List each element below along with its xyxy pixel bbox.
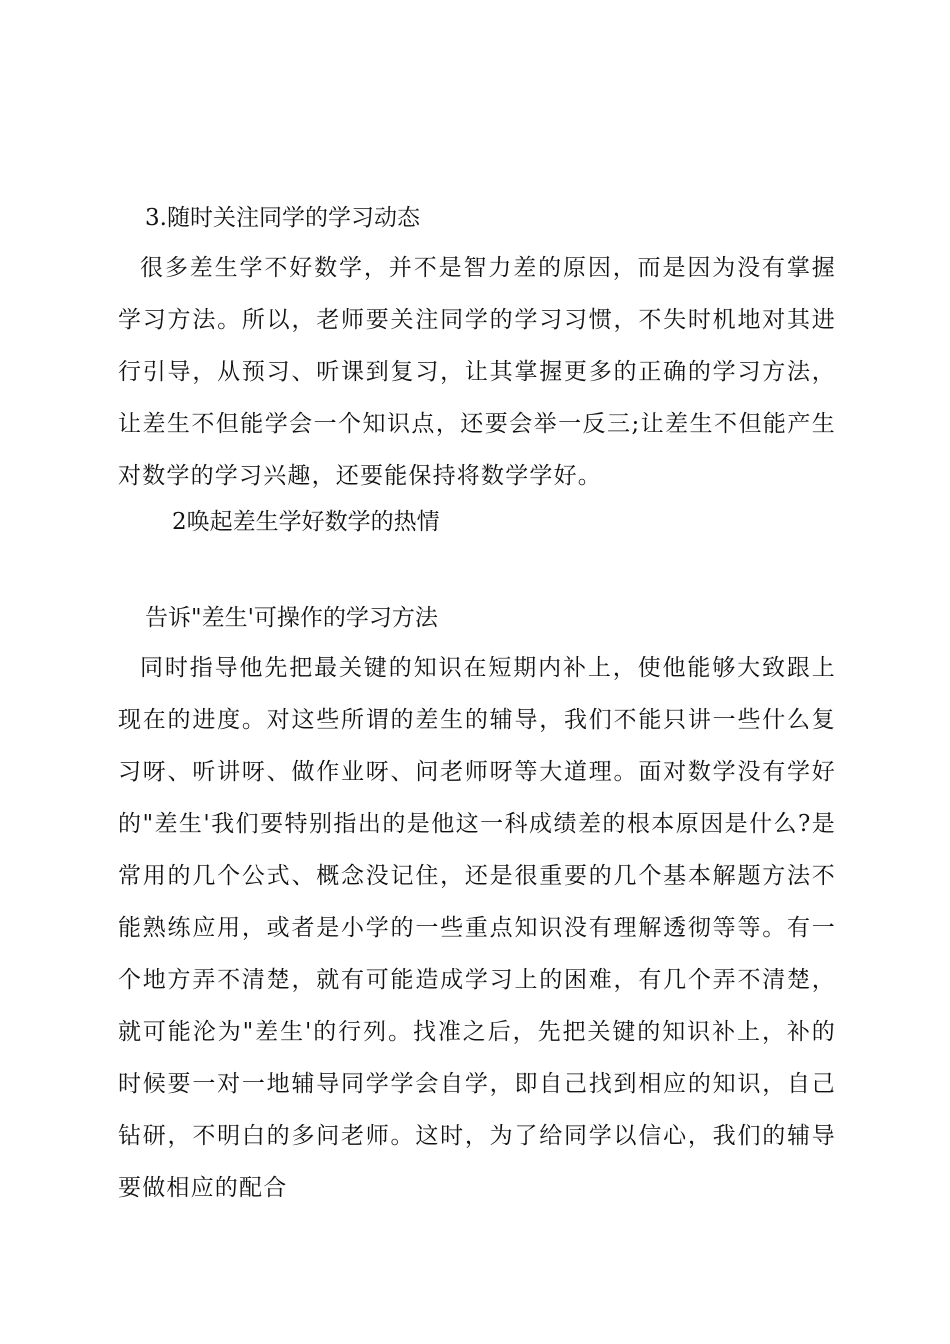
section-heading-operable-methods: 告诉"差生'可操作的学习方法: [145, 605, 438, 631]
paragraph-guidance: 同时指导他先把最关键的知识在短期内补上，使他能够大致跟上现在的进度。对这些所谓的差生的辅导，我们不能只讲一些什么复习呀、听讲呀、做作业呀、问老师呀等大道理。面对数学没有学好的"差生'我们要特别指出的是他这一科成绩差的根本原因是什么?是常用的几个公式、概念没记住，还是很重要的几个基本解题方法不能熟练应用，或者是小学的一些重点知识没有理解透彻等等。有一个地方弄不清楚，就有可能造成学习上的困难，有几个弄不清楚，就可能沦为"差生'的行列。找准之后，先把关键的知识补上，补的时候要一对一地辅导同学学会自学，即自己找到相应的知识，自己钻研，不明白的多问老师。这时，为了给同学以信心，我们的辅导要做相应的配合: [118, 655, 836, 1201]
section-heading-follow-dynamics: 3.随时关注同学的学习动态: [145, 205, 420, 231]
paragraph-learning-methods: 很多差生学不好数学，并不是智力差的原因，而是因为没有掌握学习方法。所以，老师要关注同学的学习习惯，不失时机地对其进行引导，从预习、听课到复习，让其掌握更多的正确的学习方法，让差生不但能学会一个知识点，还要会举一反三;让差生不但能产生对数学的学习兴趣，还要能保持将数学学好。: [118, 255, 836, 489]
section-heading-arouse-enthusiasm: 2唤起差生学好数学的热情: [172, 509, 440, 535]
